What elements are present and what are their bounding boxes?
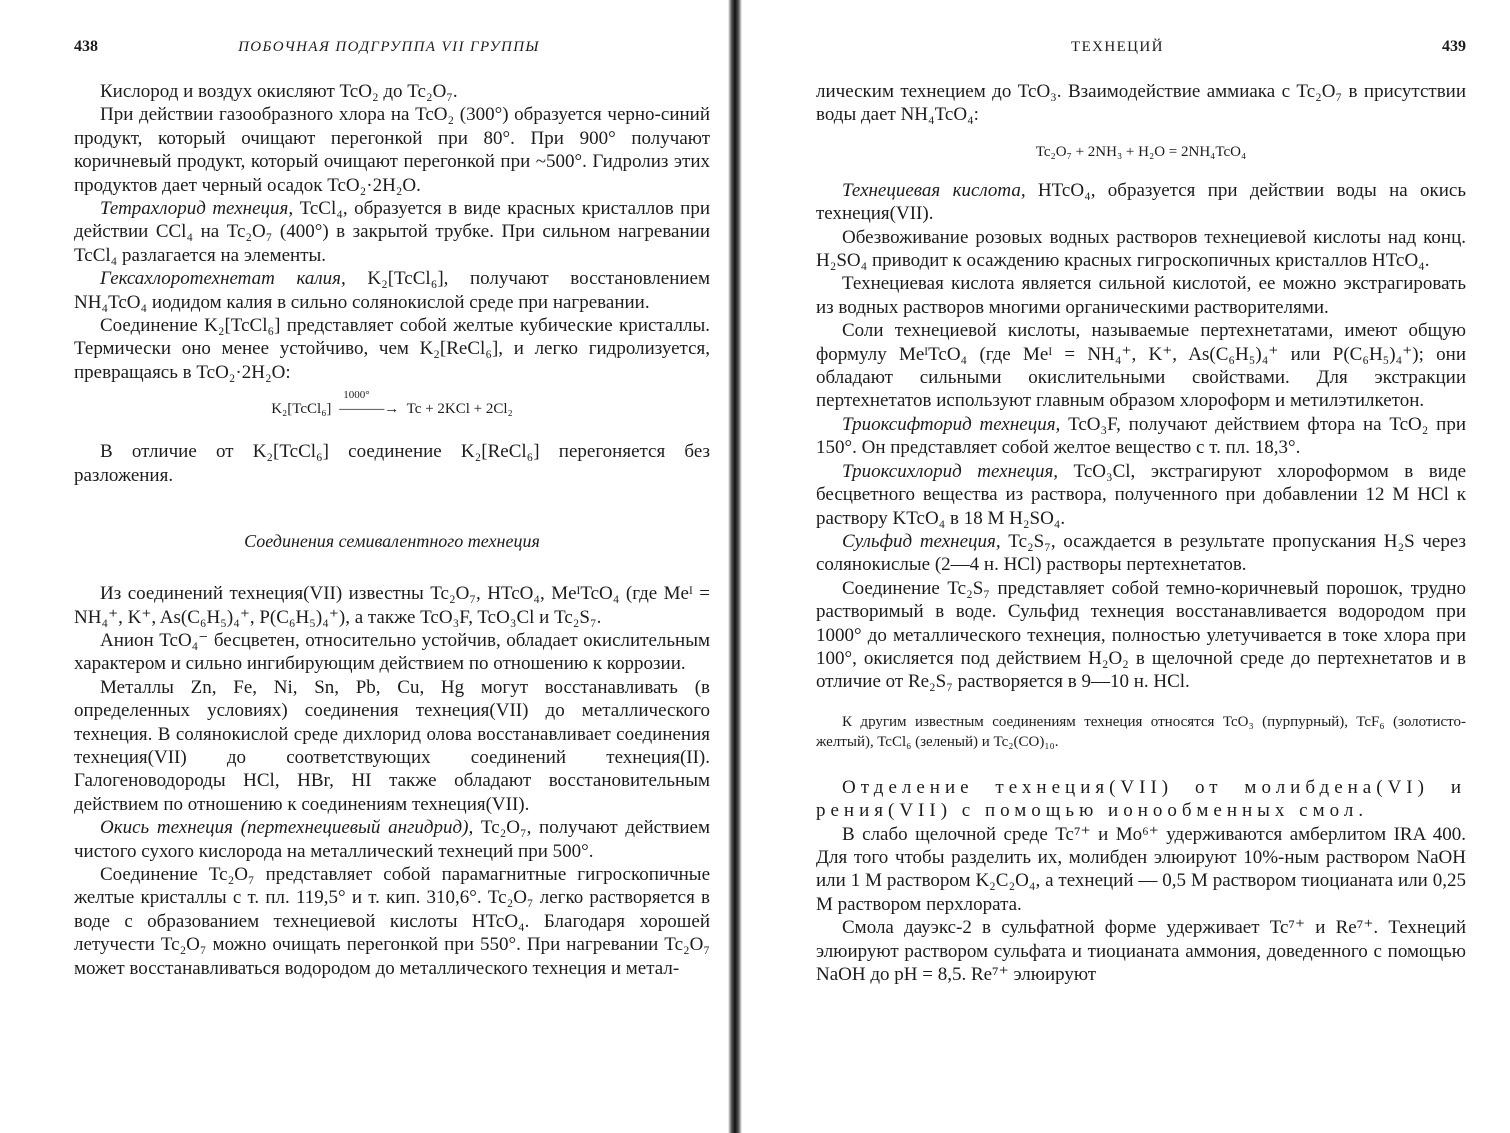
paragraph: Окись технеция (пертехнециевый ангидрид), Tc₂O₇, получают действием чистого сухого кислорода на металлический технеций при 500°. [74, 817, 710, 862]
section-title: Соединения семивалентного технеция [244, 531, 540, 552]
term: Тетрахлорид технеция, [100, 198, 294, 220]
paragraph: Металлы Zn, Fe, Ni, Sn, Pb, Cu, Hg могут восстанавливать (в определенных условиях) соединения технеция(VII) до металлического технеция. В солянокислой среде дихлорид олова восстанавливает соединения технеция(VII) до соответствующих соединений технеция(II). Галогеноводороды HCl, HBr, HI также обладают восстановительным действием по отношению к соединениям технеция(VII). [74, 676, 710, 815]
paragraph: лическим технецием до TcO₃. Взаимодействие аммиака с Tc₂O₇ в присутствии воды дает NH₄TcO₄: [816, 81, 1466, 126]
paragraph: Обезвоживание розовых водных растворов технециевой кислоты над конц. H₂SO₄ приводит к осаждению красных гигроскопичных кристаллов HTcO₄. [816, 226, 1466, 272]
right-page [742, 0, 1510, 1133]
small-print-note: К другим известным соединениям технеция относятся TcO₃ (пурпурный), TcF₆ (золотисто-желтый), TcCl₆ (зеленый) и Tc₂(CO)₁₀. [816, 713, 1466, 750]
paragraph: Из соединений технеция(VII) известны Tc₂O₇, HTcO₄, MeᴵTcO₄ (где Meᴵ = NH₄⁺, K⁺, As(C₆H₅)₄⁺, P(C₆H₅)₄⁺), а также TcO₃F, TcO₃Cl и Tc₂S₇. [74, 583, 710, 628]
paragraph: Кислород и воздух окисляют TcO₂ до Tc₂O₇. [100, 81, 458, 102]
right-page-body [816, 80, 1466, 986]
paragraph: Тетрахлорид технеция, TcCl₄, образуется в виде красных кристаллов при действии CCl₄ на Tc₂O₇ (400°) в закрытой трубке. При сильном нагревании TcCl₄ разлагается на элементы. [74, 198, 710, 266]
right-page-header [816, 38, 1466, 58]
paragraph: При действии газообразного хлора на TcO₂ (300°) образуется черно-синий продукт, который очищают перегонкой при 80°. При 900° получают коричневый продукт, который очищают перегонкой при ~500°. Гидролиз этих продуктов дает черный осадок TcO₂·2H₂O. [74, 104, 710, 196]
paragraph: В отличие от K₂[TcCl₆] соединение K₂[ReCl₆] перегоняется без разложения. [74, 441, 710, 486]
paragraph: Соединение Tc₂O₇ представляет собой парамагнитные гигроскопичные желтые кристаллы с т. пл. 119,5° и т. кип. 310,6°. Tc₂O₇ легко растворяется в воде с образованием технециевой кислоты HTcO₄. Благодаря хорошей летучести Tc₂O₇ можно очищать перегонкой при 550°. При нагревании Tc₂O₇ может восстанавливаться водородом до металлического технеция и метал- [74, 863, 710, 979]
paragraph: Технециевая кислота является сильной кислотой, ее можно экстрагировать из водных растворов многими органическими растворителями. [816, 273, 1466, 318]
book-spine [728, 0, 742, 1133]
equation-ammonia: Tc₂O₇ + 2NH₃ + H₂O = 2NH₄TcO₄ [1035, 143, 1247, 160]
paragraph: Триоксихлорид технеция, TcO₃Cl, экстрагируют хлороформом в виде бесцветного вещества из раствора, полученного при добавлении 12 M HCl к раствору KTcO₄ в 18 M H₂SO₄. [816, 460, 1467, 529]
paragraph: Триоксифторид технеция, TcO₃F, получают действием фтора на TcO₂ при 150°. Он представляет собой желтое вещество с т. пл. 18,3°. [816, 413, 1466, 459]
paragraph: Анион TcO₄⁻ бесцветен, относительно устойчив, обладает окислительным характером и сильно ингибирующим действием по отношению к коррозии. [74, 629, 710, 675]
paragraph: Соли технециевой кислоты, называемые пертехнетатами, имеют общую формулу MeᴵTcO₄ (где Meᴵ = NH₄⁺, K⁺, As(C₆H₅)₄⁺ или P(C₆H₅)₄⁺); они обладают сильными окислительными свойствами. Для экстракции пертехнетатов используют главным образом хлороформ и метилэтилкетон. [816, 320, 1466, 412]
page-number-right: 439 [1442, 38, 1466, 55]
term: Триоксифторид технеция, [842, 413, 1061, 435]
paragraph: Соединение Tc₂S₇ представляет собой темно-коричневый порошок, трудно растворимый в воде. Сульфид технеция восстанавливается водородом при 1000° до металлического технеция, полностью улетучивается в токе хлора при 100°, окисляется под действием H₂O₂ в щелочной среде до пертехнетатов и в отличие от Re₂S₇ растворяется в 9—10 н. HCl. [816, 577, 1466, 693]
left-page [0, 0, 728, 1133]
paragraph: Технециевая кислота, HTcO₄, образуется при действии воды на окись технеция(VII). [816, 179, 1466, 225]
term: Сульфид технеция, [842, 530, 1001, 552]
paragraph-heading-spaced: Отделение технеция(VII) от молибдена(VI) и рения(VII) с помощью ионообменных смол. [816, 776, 1466, 822]
left-page-header [74, 38, 710, 58]
paragraph: Соединение K₂[TcCl₆] представляет собой желтые кубические кристаллы. Термически оно менее устойчиво, чем K₂[ReCl₆], и легко гидролизуется, превращаясь в TcO₂·2H₂O: [74, 315, 710, 383]
equation-condition: 1000° [343, 389, 370, 402]
running-head-right: ТЕХНЕЦИЙ [1071, 39, 1164, 55]
page-number-left: 438 [74, 38, 98, 55]
paragraph: Смола дауэкс-2 в сульфатной форме удерживает Tc⁷⁺ и Re⁷⁺. Технеций элюируют раствором сульфата и тиоцианата аммония, доведенного с помощью NaOH до pH = 8,5. Re⁷⁺ элюируют [816, 917, 1466, 985]
equation-decomposition: K₂[TcCl₆] 1000° ———→ Tc + 2KCl + 2Cl₂ [74, 400, 710, 418]
paragraph: Гексахлоротехнетат калия, K₂[TcCl₆], получают восстановлением NH₄TcO₄ иодидом калия в сильно солянокислой среде при нагревании. [74, 268, 710, 313]
term: Окись технеция (пертехнециевый ангидрид), [100, 817, 474, 839]
paragraph: Сульфид технеция, Tc₂S₇, осаждается в результате пропускания H₂S через солянокислые (2—4 н. HCl) растворы пертехнетатов. [816, 530, 1467, 576]
left-page-body [74, 80, 710, 980]
term: Гексахлоротехнетат калия, [100, 268, 346, 290]
running-head-left: ПОБОЧНАЯ ПОДГРУППА VII ГРУППЫ [238, 39, 540, 55]
term: Триоксихлорид технеция, [842, 460, 1059, 482]
term: Технециевая кислота, [842, 179, 1026, 201]
paragraph: В слабо щелочной среде Tc⁷⁺ и Mo⁶⁺ удерживаются амберлитом IRA 400. Для того чтобы разделить их, молибден элюируют 10%-ным раствором NaOH или 1 M раствором K₂C₂O₄, а технеций — 0,5 M раствором тиоцианата или 0,25 M раствором перхлората. [816, 823, 1466, 915]
